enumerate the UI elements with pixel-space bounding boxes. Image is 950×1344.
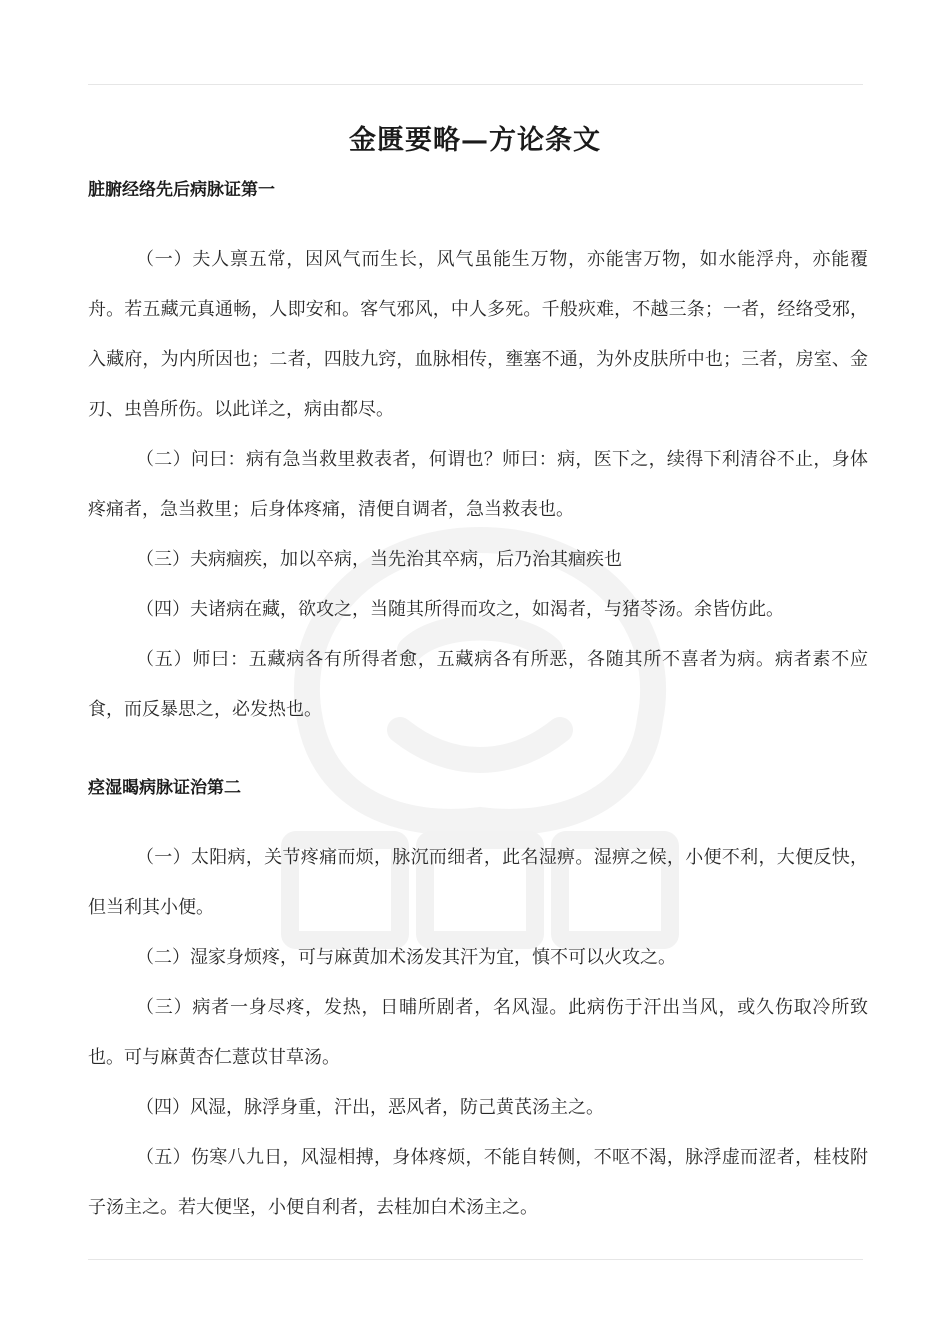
section-1: [88, 175, 868, 735]
paragraph: （三）病者一身尽疼，发热，日晡所剧者，名风湿。此病伤于汗出当风，或久伤取冷所致也。可与麻黄杏仁薏苡甘草汤。: [88, 997, 868, 1068]
paragraph: （四）风湿，脉浮身重，汗出，恶风者，防己黄芪汤主之。: [136, 1097, 604, 1118]
page-title: 金匮要略—方论条文: [349, 125, 601, 156]
header-divider: [88, 84, 863, 85]
paragraph: （五）师曰：五藏病各有所得者愈，五藏病各有所恶，各随其所不喜者为病。病者素不应食，而反暴思之，必发热也。: [88, 649, 868, 720]
paragraph: （二）湿家身烦疼，可与麻黄加术汤发其汗为宜，慎不可以火攻之。: [136, 947, 676, 968]
paragraph: （二）问曰：病有急当救里救表者，何谓也？师曰：病，医下之，续得下利清谷不止，身体疼痛者，急当救里；后身体疼痛，清便自调者，急当救表也。: [88, 449, 868, 520]
paragraph: （五）伤寒八九日，风湿相搏，身体疼烦，不能自转侧，不呕不渴，脉浮虚而涩者，桂枝附子汤主之。若大便坚，小便自利者，去桂加白术汤主之。: [88, 1147, 868, 1218]
paragraph: （一）太阳病，关节疼痛而烦，脉沉而细者，此名湿痹。湿痹之候，小便不利，大便反快，但当利其小便。: [88, 847, 868, 918]
section-2: [88, 773, 868, 1233]
footer-divider: [88, 1259, 863, 1260]
paragraph: （四）夫诸病在藏，欲攻之，当随其所得而攻之，如渴者，与猪苓汤。余皆仿此。: [136, 599, 784, 620]
section-heading: 脏腑经络先后病脉证第一: [88, 180, 275, 200]
section-heading: 痉湿暍病脉证治第二: [88, 778, 241, 798]
paragraph: （三）夫病痼疾，加以卒病，当先治其卒病，后乃治其痼疾也: [136, 549, 622, 570]
paragraph: （一）夫人禀五常，因风气而生长，风气虽能生万物，亦能害万物，如水能浮舟，亦能覆舟。若五藏元真通畅，人即安和。客气邪风，中人多死。千般疢难，不越三条；一者，经络受邪，入藏府，为内所因也；二者，四肢九窍，血脉相传，壅塞不通，为外皮肤所中也；三者，房室、金刃、虫兽所伤。以此详之，病由都尽。: [88, 249, 868, 420]
